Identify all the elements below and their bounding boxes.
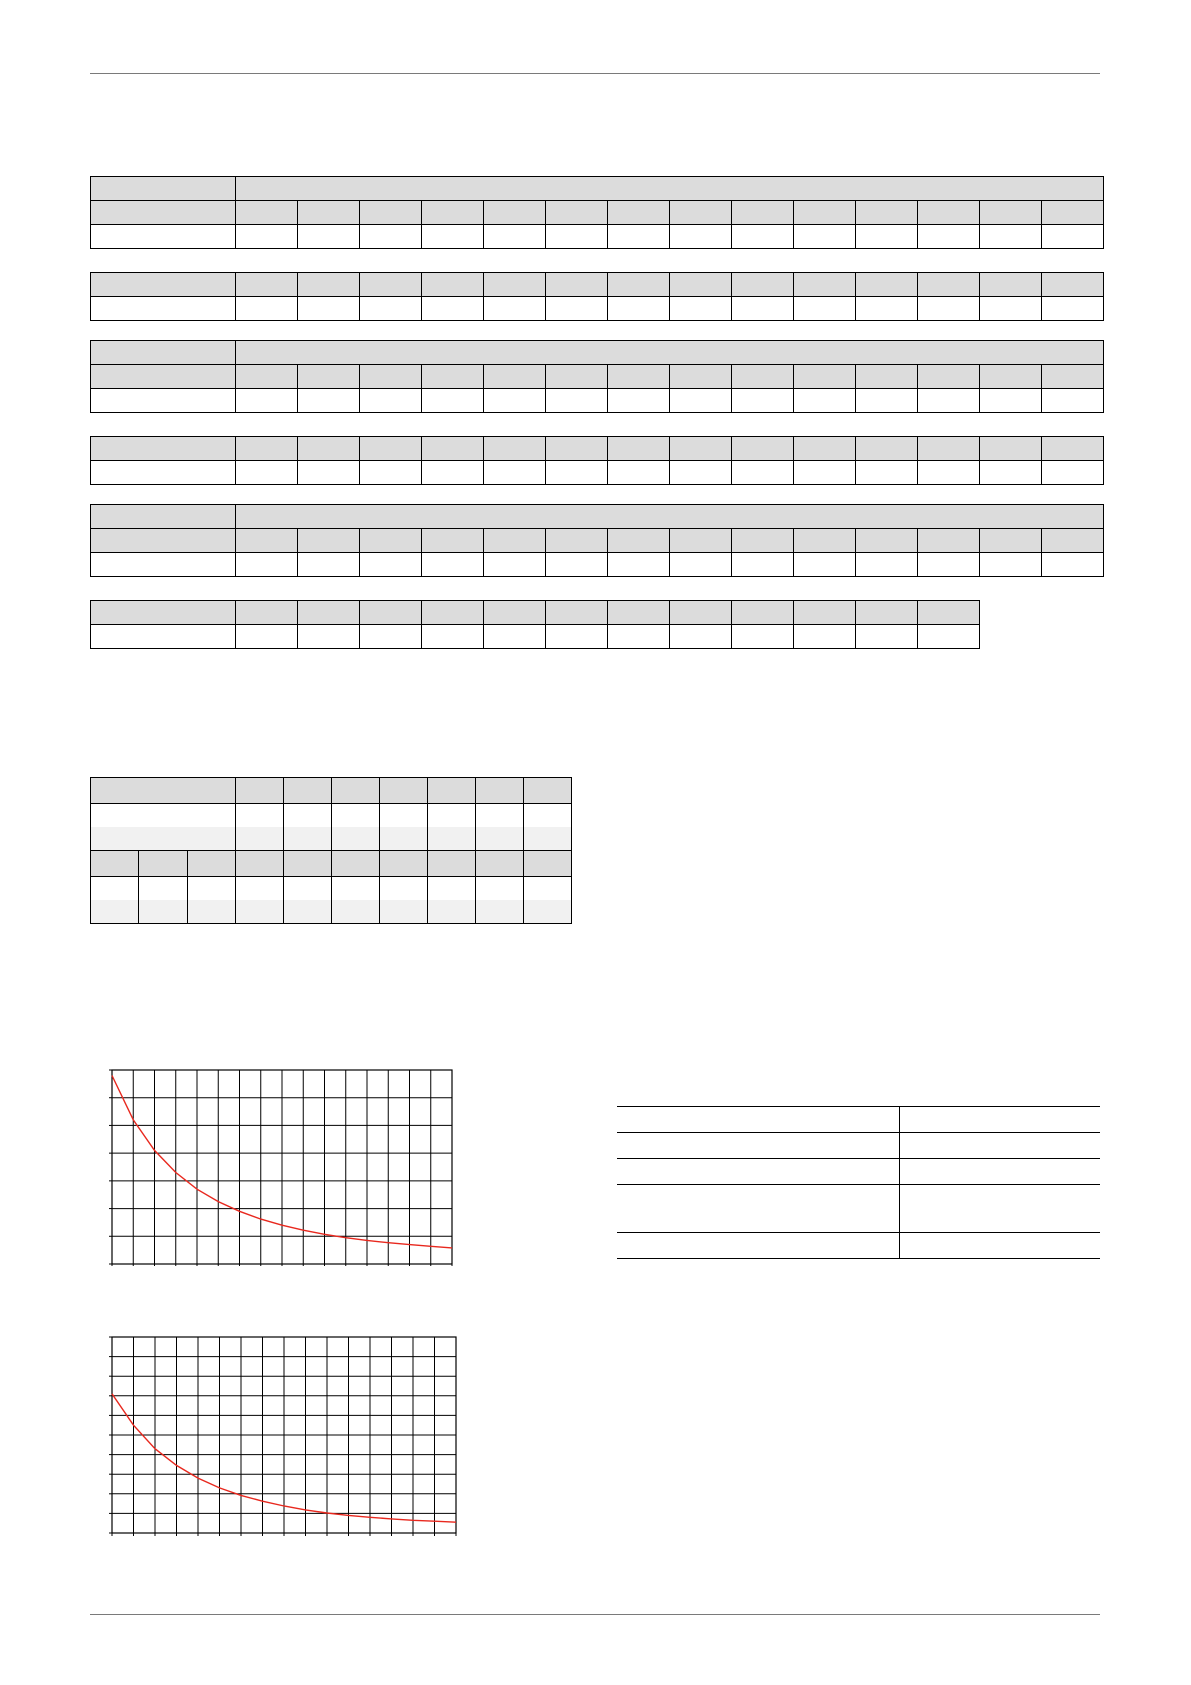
spec-table-1: [90, 176, 1104, 249]
header-rule: [90, 73, 1100, 74]
decay-chart-1: [108, 1066, 458, 1266]
decay-chart-2: [108, 1333, 462, 1537]
spec-table-4: [90, 436, 1104, 485]
spec-table-6: [90, 600, 980, 649]
grid-table: [90, 777, 572, 924]
info-table: [617, 1106, 1100, 1259]
spec-table-2: [90, 272, 1104, 321]
spec-table-5: [90, 504, 1104, 577]
footer-rule: [90, 1614, 1100, 1615]
spec-table-3: [90, 340, 1104, 413]
